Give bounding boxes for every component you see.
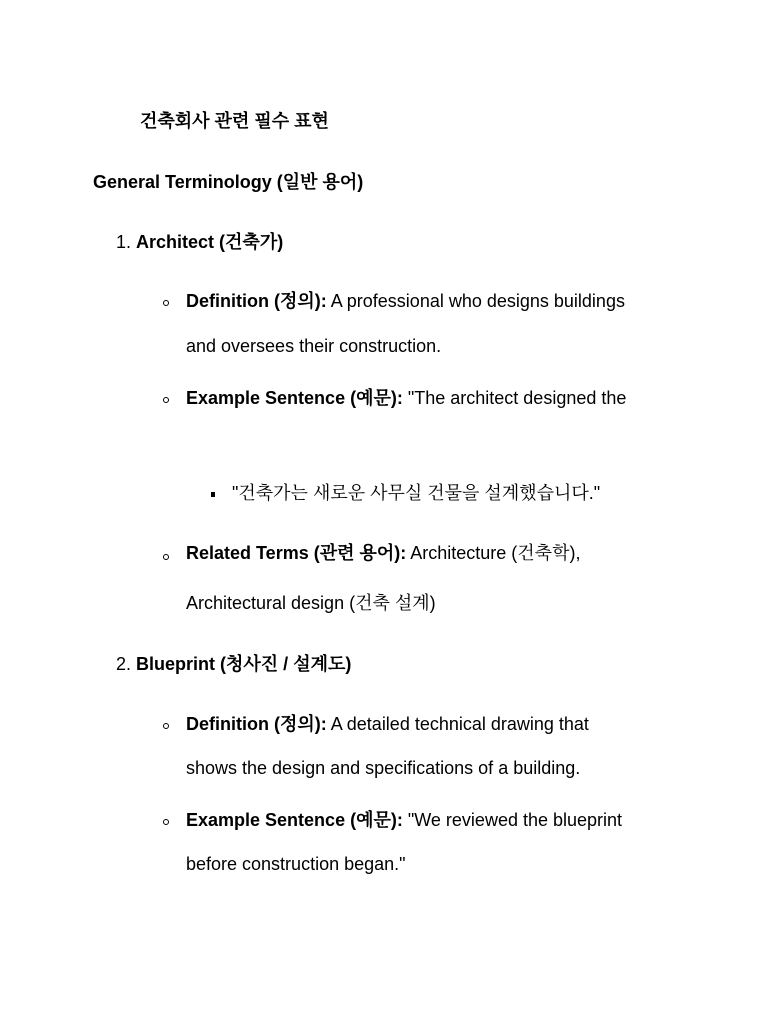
definition-label: Definition (정의): <box>186 714 327 734</box>
term-2-definition-cont: shows the design and specifications of a building. <box>186 758 581 778</box>
term-2-definition <box>186 713 589 735</box>
term-1-number: 1. <box>116 232 132 252</box>
example-label: Example Sentence (예문): <box>186 388 403 408</box>
term-1-example <box>186 387 626 409</box>
circle-bullet-icon <box>163 397 169 403</box>
example-text: "We reviewed the blueprint <box>407 810 623 830</box>
term-1-title: Architect (건축가) <box>136 232 284 252</box>
circle-bullet-icon <box>163 554 169 560</box>
circle-bullet-icon <box>163 819 169 825</box>
example-label: Example Sentence (예문): <box>186 810 403 830</box>
definition-label: Definition (정의): <box>186 291 327 311</box>
document-title: 건축회사 관련 필수 표현 <box>140 111 329 131</box>
term-1-related-cont: Architectural design (건축 설계) <box>186 593 436 613</box>
term-2-heading <box>116 653 351 675</box>
section-heading: General Terminology (일반 용어) <box>93 172 364 192</box>
circle-bullet-icon <box>163 300 169 306</box>
square-bullet-icon <box>211 492 215 497</box>
term-1-example-translation: "건축가는 새로운 사무실 건물을 설계했습니다." <box>232 483 601 503</box>
example-text: "The architect designed the <box>407 388 627 408</box>
term-2-title: Blueprint (청사진 / 설계도) <box>136 654 352 674</box>
term-1-definition-cont: and oversees their construction. <box>186 336 442 356</box>
term-1-definition <box>186 290 625 312</box>
definition-text: A professional who designs buildings <box>330 291 625 311</box>
term-1-heading <box>116 231 283 253</box>
term-2-number: 2. <box>116 654 132 674</box>
term-2-example-cont: before construction began." <box>186 854 406 874</box>
related-label: Related Terms (관련 용어): <box>186 543 407 563</box>
circle-bullet-icon <box>163 723 169 729</box>
term-2-example <box>186 809 622 831</box>
related-text: Architecture (건축학), <box>410 543 581 563</box>
term-1-related <box>186 542 580 564</box>
definition-text: A detailed technical drawing that <box>330 714 589 734</box>
